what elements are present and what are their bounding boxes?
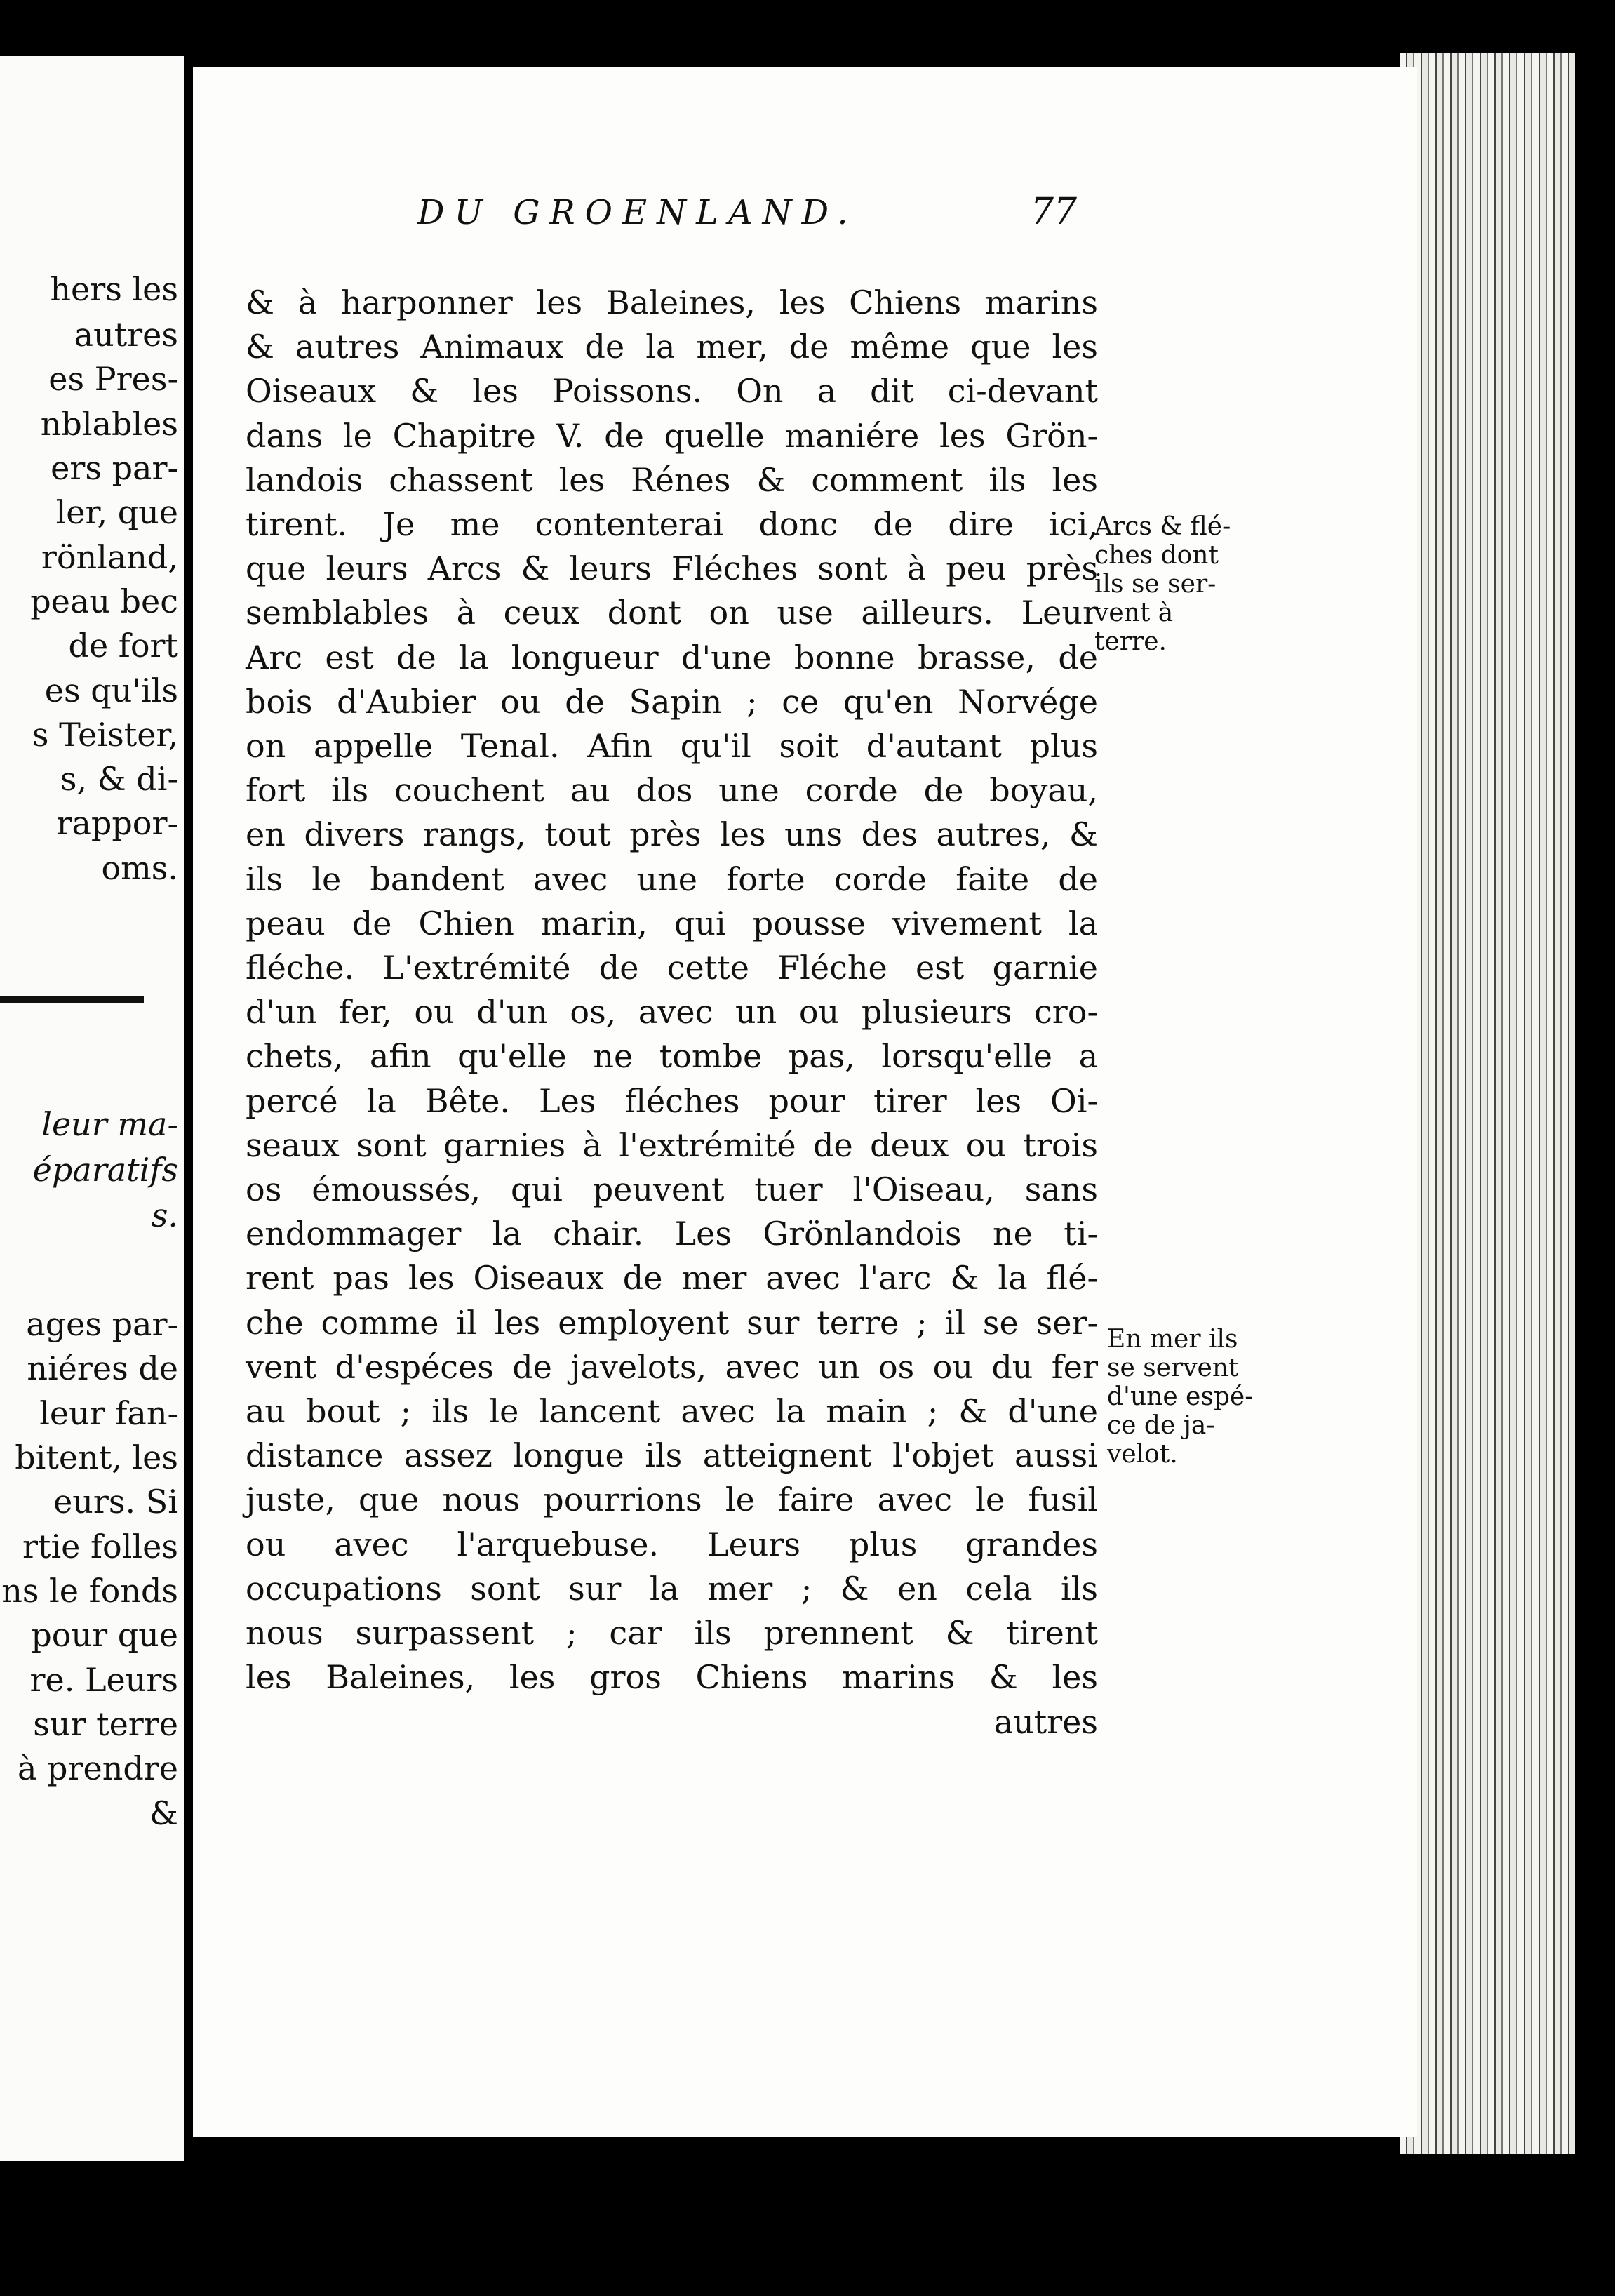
facing-page-line: hers les [50,270,178,308]
margin-note-line: d'une espé- [1107,1382,1254,1411]
facing-page-line: bitent, les [15,1439,178,1476]
page-edges [1400,53,1575,2154]
text-line: ils le bandent avec une forte corde faite de [246,860,1098,898]
facing-page-line: s. [151,1196,178,1234]
text-line: fléche. L'extrémité de cette Fléche est garnie [246,949,1098,987]
margin-note-line: vent à [1094,599,1174,627]
facing-page-line: à prendre [18,1749,178,1787]
text-line: che comme il les employent sur terre ; il se ser- [246,1303,1098,1342]
facing-page-line: sur terre [33,1705,178,1743]
text-line: nous surpassent ; car ils prennent & tirent [246,1614,1098,1653]
text-line: que leurs Arcs & leurs Fléches sont à peu près [246,549,1098,588]
facing-page-line: rappor- [56,804,178,842]
text-line: au bout ; ils le lancent avec la main ; & d'une [246,1392,1098,1431]
text-line: semblables à ceux dont on use ailleurs. Leur [246,594,1098,632]
facing-page-line: éparatifs [32,1151,178,1189]
facing-page-line: leur ma- [41,1105,178,1143]
text-line: dans le Chapitre V. de quelle maniére les Grön- [246,416,1098,455]
page-number: 77 [1030,191,1077,233]
text-line: on appelle Tenal. Afin qu'il soit d'autant plus [246,727,1098,766]
facing-page-line: ages par- [26,1305,178,1343]
facing-page-line: es qu'ils [44,672,178,709]
facing-page-line: pour que [31,1616,178,1654]
facing-page-line: s Teister, [32,716,178,754]
facing-page-line: s, & di- [60,760,178,798]
text-line: percé la Bête. Les fléches pour tirer les Oi- [246,1081,1098,1120]
text-line: endommager la chair. Les Grönlandois ne ti- [246,1215,1098,1253]
text-line: les Baleines, les gros Chiens marins & les [246,1658,1098,1697]
running-head [417,191,1077,233]
text-line: peau de Chien marin, qui pousse vivement la [246,904,1098,942]
facing-page-line: oms. [101,849,178,887]
margin-note-line: En mer ils [1107,1325,1238,1354]
text-line: tirent. Je me contenterai donc de dire ici, [246,505,1098,544]
margin-note-line: terre. [1094,627,1167,656]
section-rule [0,996,144,1003]
text-line: & autres Animaux de la mer, de même que les [246,328,1098,366]
text-line: juste, que nous pourrions le faire avec le fusil [246,1481,1098,1519]
facing-page-line: autres [74,316,178,354]
text-line: chets, afin qu'elle ne tombe pas, lorsqu'elle a [246,1037,1098,1076]
facing-page-line: nblables [40,405,178,443]
margin-note-javelot [1107,1325,1272,1469]
running-title: DU GROENLAND. [417,193,858,232]
text-line: fort ils couchent au dos une corde de boyau, [246,771,1098,810]
body-text [246,281,1098,1744]
facing-page-line: ler, que [55,493,178,531]
text-line: os émoussés, qui peuvent tuer l'Oiseau, sans [246,1170,1098,1209]
text-line: rent pas les Oiseaux de mer avec l'arc & la flé- [246,1259,1098,1297]
margin-note-line: velot. [1107,1440,1178,1469]
facing-page-line: ns le fonds [1,1572,178,1610]
text-line: Arc est de la longueur d'une bonne brasse, de [246,638,1098,676]
text-line: distance assez longue ils atteignent l'objet aussi [246,1436,1098,1475]
text-line: bois d'Aubier ou de Sapin ; ce qu'en Norvége [246,682,1098,721]
gutter [184,56,193,2161]
facing-page-line: & [149,1794,178,1832]
facing-page-left [0,56,184,2161]
text-line: landois chassent les Rénes & comment ils les [246,460,1098,499]
text-line: autres [993,1702,1098,1741]
text-line: d'un fer, ou d'un os, avec un ou plusieurs cro- [246,993,1098,1032]
margin-note-line: se servent [1107,1354,1239,1382]
facing-page-line: leur fan- [39,1394,178,1432]
facing-page-line: rönland, [41,538,178,576]
text-line: occupations sont sur la mer ; & en cela ils [246,1569,1098,1608]
facing-page-line: rtie folles [22,1528,178,1566]
facing-page-line: de fort [68,627,178,665]
text-line: ou avec l'arquebuse. Leurs plus grandes [246,1525,1098,1563]
facing-page-line: re. Leurs [29,1661,178,1699]
text-line: seaux sont garnies à l'extrémité de deux ou trois [246,1126,1098,1164]
margin-note-line: ce de ja- [1107,1411,1215,1440]
margin-note-line: ches dont [1094,541,1219,570]
facing-page-line: niéres de [27,1349,178,1387]
text-line: vent d'espéces de javelots, avec un os ou du fer [246,1347,1098,1386]
facing-page-line: peau bec [30,582,178,620]
facing-page-line: es Pres- [48,360,178,398]
margin-note-line: ils se ser- [1094,570,1217,599]
text-line: & à harponner les Baleines, les Chiens marins [246,283,1098,321]
text-line: Oiseaux & les Poissons. On a dit ci-devant [246,372,1098,411]
text-line: en divers rangs, tout près les uns des autres, & [246,815,1098,854]
facing-page-line: ers par- [51,449,178,487]
facing-page-line: eurs. Si [53,1483,178,1521]
margin-note-bows [1094,512,1259,656]
margin-note-line: Arcs & flé- [1094,512,1231,541]
